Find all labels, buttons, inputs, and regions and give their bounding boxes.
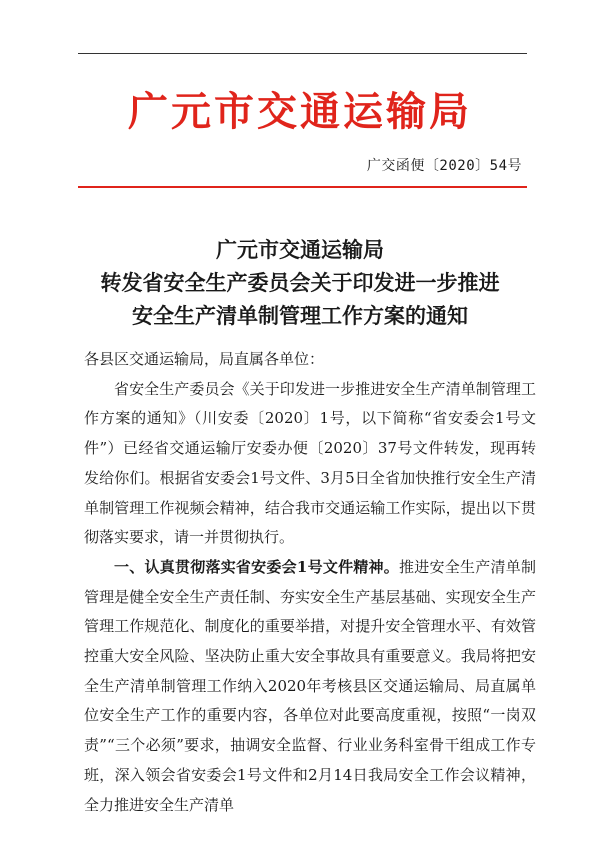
red-separator-rule: [78, 186, 527, 188]
document-title: [0, 233, 600, 332]
title-line-3: 安全生产清单制管理工作方案的通知: [132, 303, 468, 328]
document-body: [84, 345, 536, 820]
body-paragraph-2: [84, 553, 536, 820]
section-1-heading: 一、认真贯彻落实省安委会1号文件精神。: [114, 557, 400, 576]
title-line-2: 转发省安全生产委员会关于印发进一步推进: [100, 270, 500, 295]
section-1-text: 推进安全生产清单制管理是健全安全生产责任制、夯实安全生产基层基础、实现安全生产管理工作规范化、制度化的重要举措，对提升安全管理水平、有效管控重大安全风险、坚决防止重大安全事故具有重要意义。我局将把安全生产清单制管理工作纳入2020年考核县区交通运输局、局直属单位安全生产工作的重要内容，各单位对此要高度重视，按照“一岗双责”“三个必须”要求，抽调安全监督、行业业务科室骨干组成工作专班，深入领会省安委会1号文件和2月14日我局安全工作会议精神，全力推进安全生产清单: [84, 557, 536, 814]
title-line-1: 广元市交通运输局: [216, 237, 384, 262]
body-paragraph-1: 省安全生产委员会《关于印发进一步推进安全生产清单制管理工作方案的通知》（川安委〔2020〕1号，以下简称“省安委会1号文件”）已经省交通运输厅安委办便〔2020〕37号文件转发，现再转发给你们。根据省安委会1号文件、3月5日全省加快推行安全生产清单制管理工作视频会精神，结合我市交通运输工作实际，提出以下贯彻落实要求，请一并贯彻执行。: [84, 379, 536, 547]
salutation: 各县区交通运输局，局直属各单位：: [84, 350, 325, 368]
document-header-org-name: 广元市交通运输局: [128, 88, 472, 135]
top-rule: [78, 53, 527, 54]
document-number: 广交函便〔2020〕54号: [366, 158, 522, 174]
